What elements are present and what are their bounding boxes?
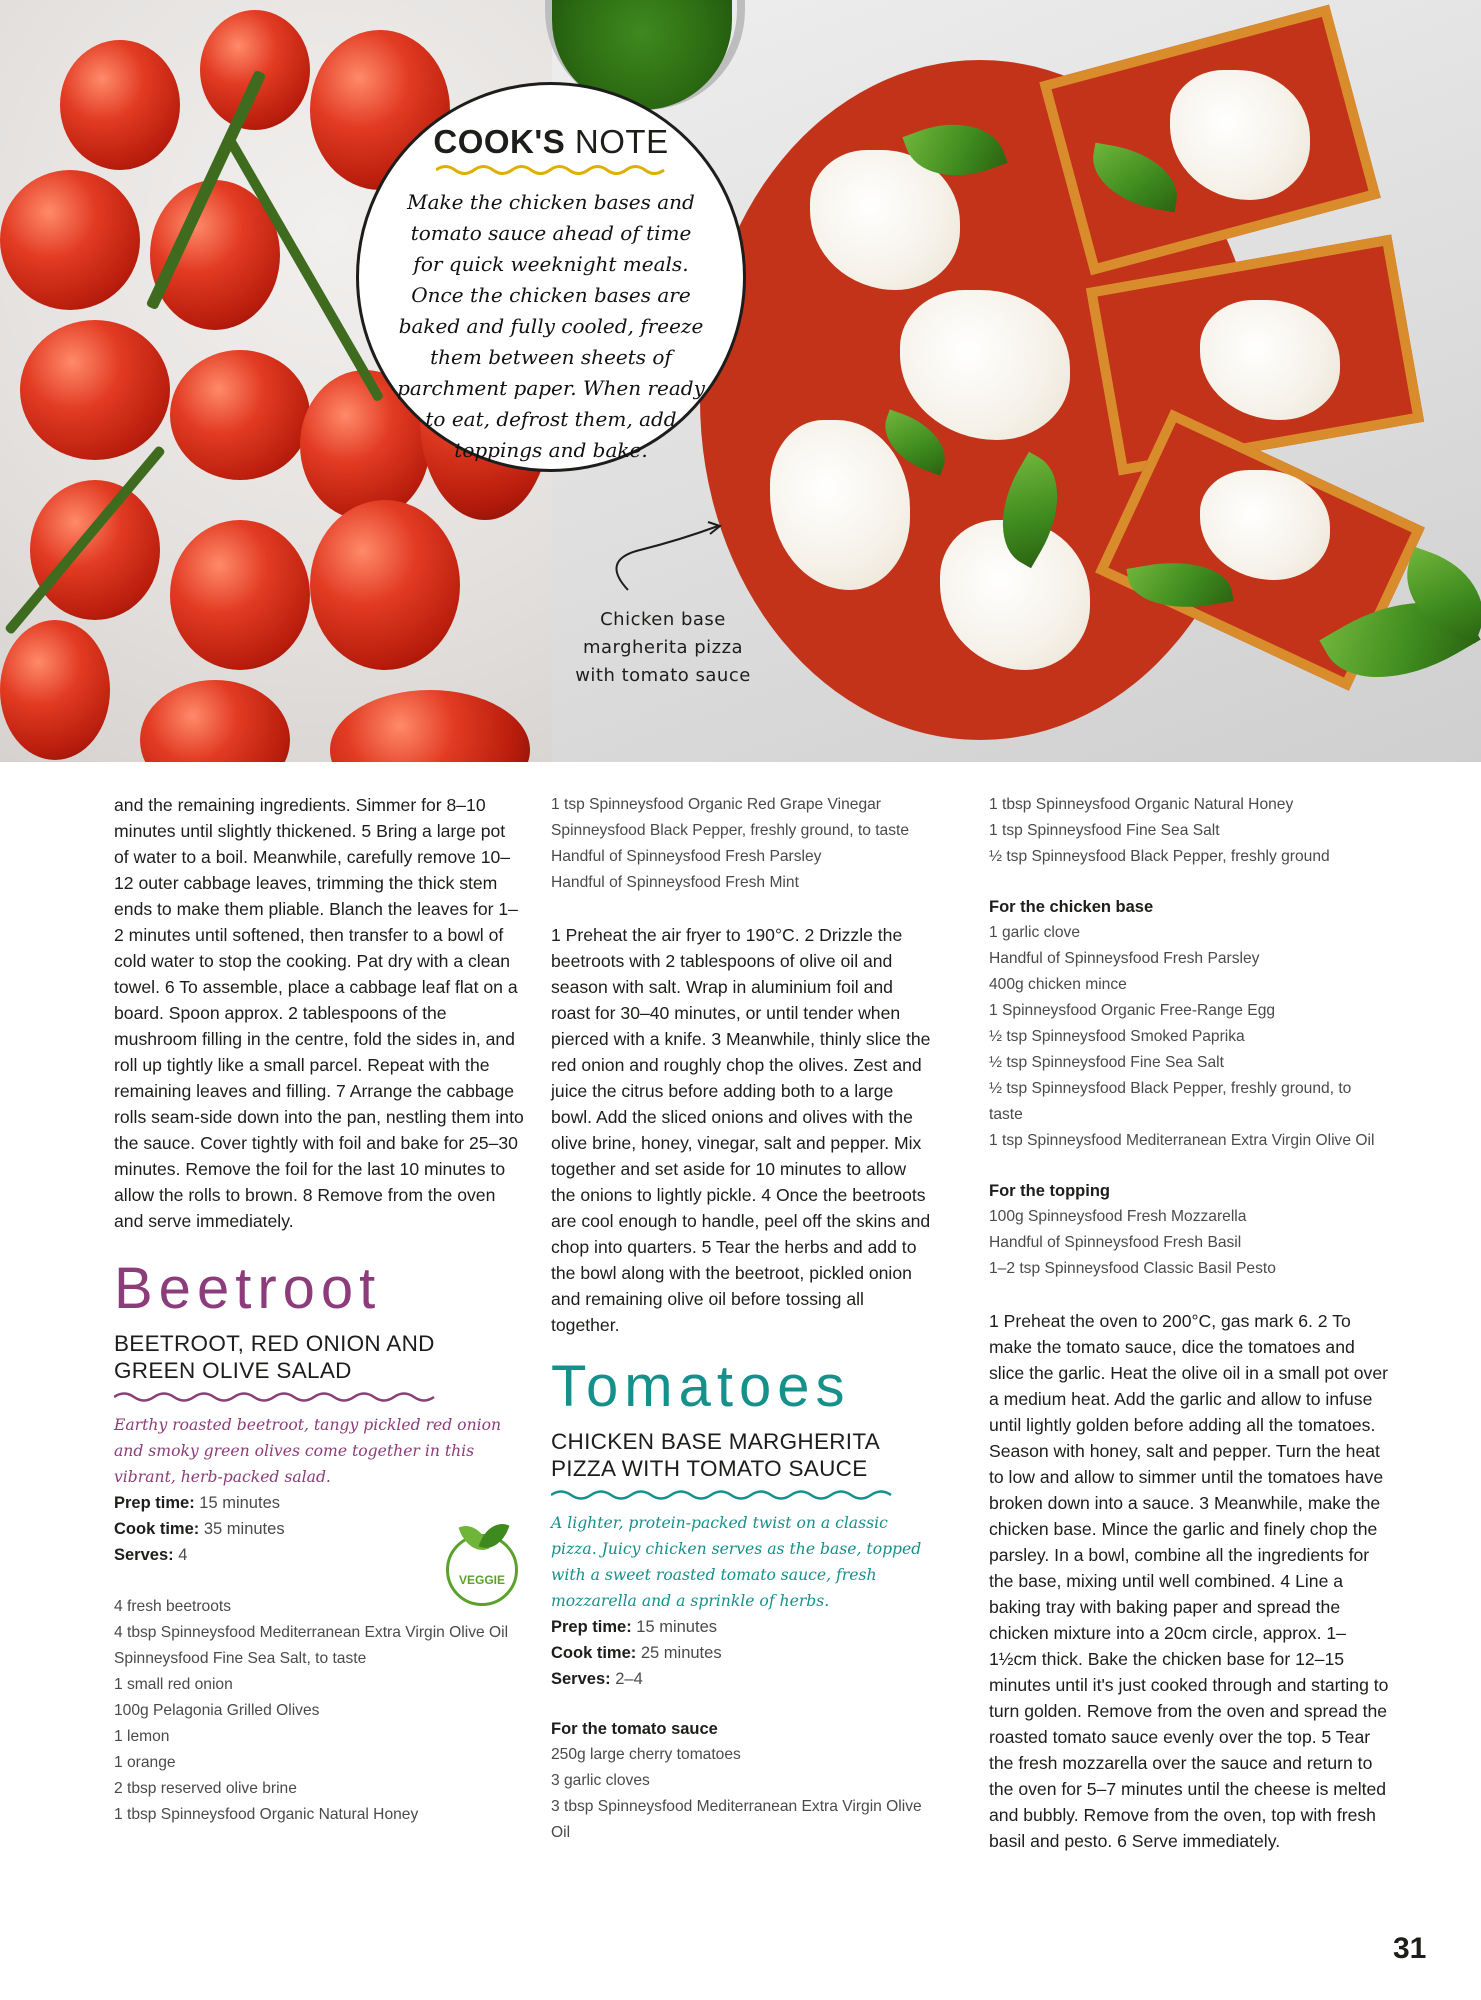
ingredient-item: 400g chicken mince xyxy=(989,976,1127,993)
ingredient-item: 3 garlic cloves xyxy=(551,1772,650,1789)
recipe-title-line: GREEN OLIVE SALAD xyxy=(114,1358,352,1383)
ingredient-item: 1 tsp Spinneysfood Mediterranean Extra Virgin Olive Oil xyxy=(989,1132,1375,1149)
ingredient-item: 4 tbsp Spinneysfood Mediterranean Extra Virgin Olive Oil xyxy=(114,1624,509,1641)
wave-underline-icon xyxy=(436,163,666,177)
ingredient-item: ½ tsp Spinneysfood Black Pepper, freshly ground, to taste xyxy=(989,1080,1352,1123)
ingredient-list-tomato-sauce-cont xyxy=(989,792,1389,870)
method-text-pizza: 1 Preheat the oven to 200°C, gas mark 6. 2 To make the tomato sauce, dice the tomatoes and slice the garlic. Heat the olive oil in a small pot over a medium heat. Add the garlic and allow to infuse until lightly golden before adding all the tomatoes. Season with honey, salt and pepper. Turn the heat to low and allow to simmer until the tomatoes have broken down into a sauce. 3 Meanwhile, make the chicken base. Mince the garlic and finely chop the parsley. In a bowl, combine all the ingredients for the base, mixing until well combined. 4 Line a baking tray with baking paper and spread the chicken mixture into a 20cm circle, approx. 1–1½cm thick. Bake the chicken base for 12–15 minutes until it's just cooked through and starting to turn golden. Remove from the oven and spread the roasted tomato sauce evenly over the top. 5 Tear the fresh mozzarella over the sauce and return to the oven for 5–7 minutes until the cheese is melted and bubbly. Remove from the oven, top with fresh basil and pesto. 6 Serve immediately. xyxy=(989,1311,1389,1851)
ingredient-item: 1 garlic clove xyxy=(989,924,1081,941)
ingredient-list-beetroot xyxy=(114,1594,524,1828)
ingredient-item: 250g large cherry tomatoes xyxy=(551,1746,741,1763)
veggie-badge-label: VEGGIE xyxy=(458,1573,505,1587)
subheading-tomato-sauce: For the tomato sauce xyxy=(551,1720,718,1738)
serves: Serves: 4 xyxy=(114,1546,188,1564)
recipe-title-line: PIZZA WITH TOMATO SAUCE xyxy=(551,1456,868,1481)
ingredient-item: 100g Spinneysfood Fresh Mozzarella xyxy=(989,1208,1247,1225)
ingredient-list-chicken-base xyxy=(989,920,1389,1154)
ingredient-item: Handful of Spinneysfood Fresh Basil xyxy=(989,1234,1242,1251)
cook-time: Cook time: 25 minutes xyxy=(551,1644,722,1662)
recipe-intro-pizza: A lighter, protein-packed twist on a classic pizza. Juicy chicken serves as the base, topped with a sweet roasted tomato sauce, fresh mozzarella and a sprinkle of herbs. xyxy=(551,1514,922,1610)
section-title-tomatoes: Tomatoes xyxy=(551,1354,851,1419)
ingredient-list-tomato-sauce xyxy=(551,1742,931,1846)
recipe-title-line: CHICKEN BASE MARGHERITA xyxy=(551,1429,881,1454)
ingredient-item: 1 tbsp Spinneysfood Organic Natural Honey xyxy=(989,796,1294,813)
ingredient-item: 1 tsp Spinneysfood Organic Red Grape Vinegar xyxy=(551,796,881,813)
ingredient-item: 100g Pelagonia Grilled Olives xyxy=(114,1702,320,1719)
method-text-beetroot: 1 Preheat the air fryer to 190°C. 2 Drizzle the beetroots with 2 tablespoons of olive oil and season with salt. Wrap in aluminium foil and roast for 30–40 minutes, or until tender when pierced with a knife. 3 Meanwhile, thinly slice the red onion and roughly chop the olives. Zest and juice the citrus before adding both to a large bowl. Add the sliced onions and olives with the olive brine, honey, vinegar, salt and pepper. Mix together and set aside for 10 minutes to allow the onions to lightly pickle. 4 Once the beetroots are cool enough to handle, peel off the skins and chop into quarters. 5 Tear the herbs and add to the bowl along with the beetroot, pickled onion and remaining olive oil before tossing all together. xyxy=(551,925,931,1335)
column-2 xyxy=(551,792,931,1846)
subheading-topping: For the topping xyxy=(989,1182,1110,1200)
ingredient-list-topping xyxy=(989,1204,1389,1282)
ingredient-list-beetroot-cont xyxy=(551,792,931,896)
hero-photo xyxy=(0,0,1481,762)
serves: Serves: 2–4 xyxy=(551,1670,643,1688)
prep-time: Prep time: 15 minutes xyxy=(551,1618,717,1636)
ingredient-item: ½ tsp Spinneysfood Smoked Paprika xyxy=(989,1028,1245,1045)
recipe-title-beetroot xyxy=(114,1330,524,1384)
recipe-title-line: BEETROOT, RED ONION AND xyxy=(114,1331,435,1356)
ingredient-item: Spinneysfood Fine Sea Salt, to taste xyxy=(114,1650,367,1667)
ingredient-item: 1 tsp Spinneysfood Fine Sea Salt xyxy=(989,822,1220,839)
column-3 xyxy=(989,792,1389,1854)
cooks-note-title-rest: NOTE xyxy=(574,123,669,160)
prep-time: Prep time: 15 minutes xyxy=(114,1494,280,1512)
ingredient-item: Handful of Spinneysfood Fresh Mint xyxy=(551,874,799,891)
caption-arrow-icon xyxy=(600,520,730,600)
subheading-chicken-base: For the chicken base xyxy=(989,898,1154,916)
ingredient-item: 4 fresh beetroots xyxy=(114,1598,232,1615)
wave-divider-icon xyxy=(114,1390,444,1404)
photo-caption-line: Chicken base xyxy=(600,609,726,630)
photo-caption-line: margherita pizza xyxy=(582,637,744,658)
ingredient-item: 1–2 tsp Spinneysfood Classic Basil Pesto xyxy=(989,1260,1276,1277)
recipe-intro-beetroot: Earthy roasted beetroot, tangy pickled red onion and smoky green olives come together in this vibrant, herb-packed salad. xyxy=(114,1416,502,1486)
cooks-note-title-bold: COOK'S xyxy=(433,123,566,160)
photo-caption-line: with tomato sauce xyxy=(575,665,751,686)
ingredient-item: Handful of Spinneysfood Fresh Parsley xyxy=(551,848,822,865)
continued-method-text: and the remaining ingredients. Simmer for 8–10 minutes until slightly thickened. 5 Bring a large pot of water to a boil. Meanwhile, carefully remove 10–12 outer cabbage leaves, trimming the thick stem ends to make them pliable. Blanch the leaves for 1–2 minutes until softened, then transfer to a bowl of cold water to stop the cooking. Pat dry with a clean towel. 6 To assemble, place a cabbage leaf flat on a board. Spoon approx. 2 tablespoons of the mushroom filling in the centre, fold the sides in, and roll up tightly like a small parcel. Repeat with the remaining leaves and filling. 7 Arrange the cabbage rolls seam-side down into the pan, nestling them into the sauce. Cover tightly with foil and bake for 25–30 minutes. Remove the foil for the last 10 minutes to allow the rolls to brown. 8 Remove from the oven and serve immediately. xyxy=(114,795,524,1231)
ingredient-item: 1 orange xyxy=(114,1754,176,1771)
ingredient-item: 1 Spinneysfood Organic Free-Range Egg xyxy=(989,1002,1276,1019)
ingredient-item: 3 tbsp Spinneysfood Mediterranean Extra Virgin Olive Oil xyxy=(551,1798,922,1841)
ingredient-item: 1 small red onion xyxy=(114,1676,233,1693)
ingredient-item: ½ tsp Spinneysfood Fine Sea Salt xyxy=(989,1054,1224,1071)
recipe-title-pizza xyxy=(551,1428,931,1482)
cook-time: Cook time: 35 minutes xyxy=(114,1520,285,1538)
page-number: 31 xyxy=(1393,1932,1427,1965)
veggie-badge xyxy=(446,1534,518,1606)
ingredient-item: Handful of Spinneysfood Fresh Parsley xyxy=(989,950,1260,967)
cooks-note-title xyxy=(359,123,743,161)
cooks-note xyxy=(356,82,746,472)
ingredient-item: Spinneysfood Black Pepper, freshly ground, to taste xyxy=(551,822,910,839)
ingredient-item: 1 tbsp Spinneysfood Organic Natural Honey xyxy=(114,1806,419,1823)
pizza xyxy=(700,40,1400,740)
ingredient-item: 1 lemon xyxy=(114,1728,170,1745)
ingredient-item: ½ tsp Spinneysfood Black Pepper, freshly ground xyxy=(989,848,1330,865)
column-1 xyxy=(114,792,524,1828)
section-title-beetroot: Beetroot xyxy=(114,1256,382,1321)
photo-caption xyxy=(568,606,758,690)
ingredient-item: 2 tbsp reserved olive brine xyxy=(114,1780,297,1797)
wave-divider-icon xyxy=(551,1488,901,1502)
cooks-note-text: Make the chicken bases and tomato sauce ahead of time for quick weeknight meals. Once the chicken bases are baked and fully cooled, freeze them between sheets of parchment paper. When ready to eat, defrost them, add toppings and bake. xyxy=(397,190,705,462)
